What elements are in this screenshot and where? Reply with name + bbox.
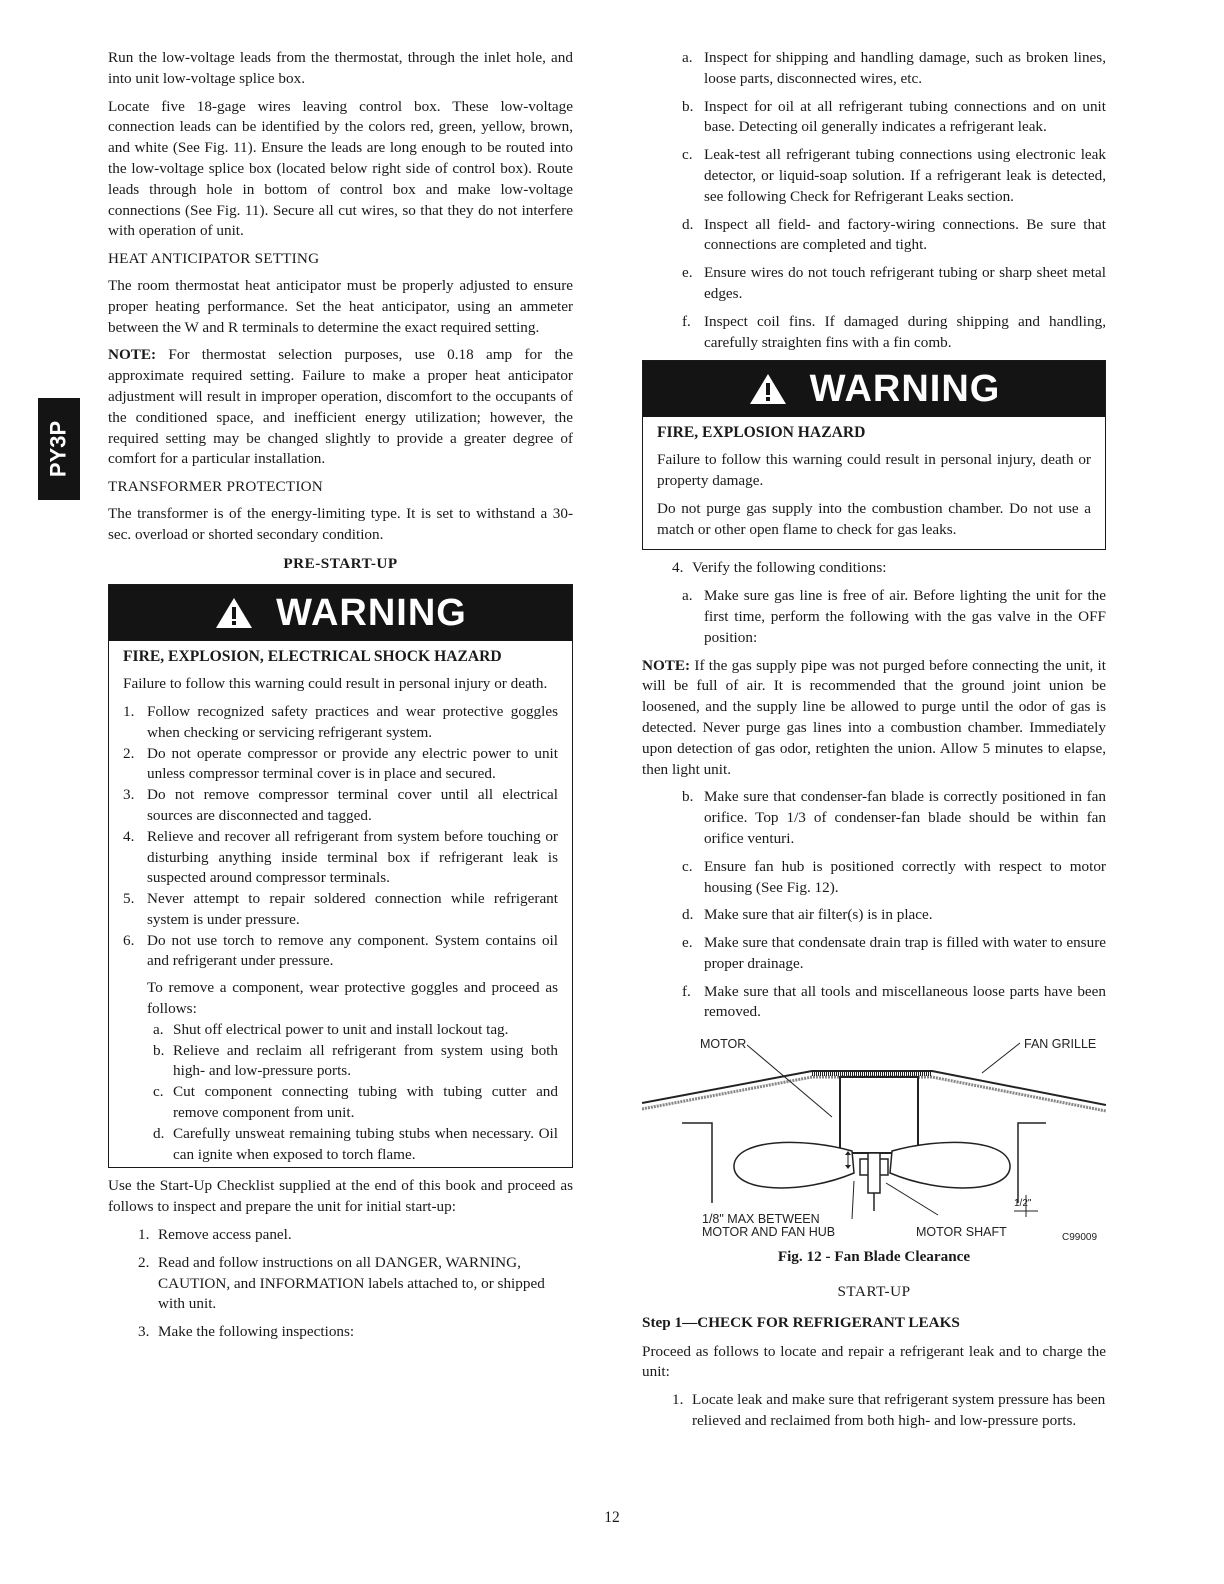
paragraph-wires: Locate five 18-gage wires leaving control box. These low-voltage connection leads can be identified by the colors red, green, yellow, brown, and white (See Fig. 11). Ensure the leads are long enough to be routed into the low-voltage splice box (located below right side of control box). Route leads through hole in bottom of control box and make low-voltage connections (See Fig. 11). Secure all cut wires, so that they do not interfere with operation of unit.	[108, 97, 573, 240]
heading-transformer: TRANSFORMER PROTECTION	[108, 478, 323, 496]
warning-intro: Failure to follow this warning could result in personal injury or death.	[123, 675, 548, 693]
warning-sublist	[123, 1020, 558, 1166]
list-item: d. Make sure that air filter(s) is in place.	[682, 906, 933, 924]
note-text: If the gas supply pipe was not purged before connecting the unit, it will be full of air. It is recommended that the ground joint union be loosened, and the supply line be allowed to purge until the odor of gas is detected. Never purge gas lines into a combustion chamber. Immediately upon detection of gas odor, retighten the union. Allow 5 minutes to elapse, then light unit.	[642, 656, 1106, 778]
hazard-title: FIRE, EXPLOSION HAZARD	[657, 424, 866, 442]
label-clearance-line2: MOTOR AND FAN HUB	[702, 1225, 836, 1240]
paragraph-step-1: Proceed as follows to locate and repair a refrigerant leak and to charge the unit:	[642, 1342, 1106, 1381]
inspection-list	[632, 48, 1106, 353]
list-item: f. Inspect coil fins. If damaged during shipping and handling, carefully straighten fins with a fin comb.	[682, 312, 1106, 351]
section-side-tab	[38, 398, 80, 500]
list-item: f. Make sure that all tools and miscellaneous loose parts have been removed.	[682, 982, 1106, 1021]
list-item: 3. Do not remove compressor terminal cover until all electrical sources are disconnected and tagged.	[123, 786, 558, 824]
paragraph-lv-leads: Run the low-voltage leads from the thermostat, through the inlet hole, and into unit low-voltage splice box.	[108, 49, 573, 87]
warning-triangle-icon	[748, 372, 788, 406]
list-item: a. Shut off electrical power to unit and install lockout tag.	[153, 1020, 509, 1038]
warning-text-1: Failure to follow this warning could result in personal injury, death or property damage.	[657, 451, 1091, 489]
list-item: 1. Locate leak and make sure that refrigerant system pressure has been relieved and reclaimed from both high- and low-pressure ports.	[672, 1391, 1106, 1430]
list-item: d. Inspect all field- and factory-wiring connections. Be sure that connections are completed and tight.	[682, 215, 1106, 254]
fan-blade-clearance-figure	[642, 1033, 1106, 1243]
list-item: e. Make sure that condensate drain trap is filled with water to ensure proper drainage.	[682, 934, 1106, 972]
warning-list	[123, 702, 558, 972]
note-text: For thermostat selection purposes, use 0.18 amp for the approximate required setting. Failure to make a proper heat anticipator adjustment will result in improper operation, discomfort to the occupants of the conditioned space, and inefficient energy utilization; however, the required setting may be changed slightly to provide a greater degree of comfort for a particular installation.	[108, 346, 573, 468]
list-item: b. Relieve and reclaim all refrigerant from system using both high- and low-pressure ports.	[153, 1041, 558, 1080]
warning-triangle-icon	[214, 596, 254, 630]
label-clearance-line1: 1/8" MAX BETWEEN	[702, 1212, 820, 1227]
side-tab-label: PY3P	[45, 420, 71, 478]
paragraph-transformer: The transformer is of the energy-limiting type. It is set to withstand a 30-sec. overload or shorted secondary condition.	[108, 504, 573, 543]
note-gas-purge	[642, 656, 1106, 781]
warning-box-electrical	[108, 584, 573, 1168]
label-motor-shaft: MOTOR SHAFT	[916, 1225, 1007, 1240]
list-item: b. Make sure that condenser-fan blade is correctly positioned in fan orifice. Top 1/3 of condenser-fan blade should be within fan orifice venturi.	[682, 788, 1106, 847]
list-item: e. Ensure wires do not touch refrigerant tubing or sharp sheet metal edges.	[682, 264, 1106, 302]
list-item: 1. Follow recognized safety practices and wear protective goggles when checking or servicing refrigerant system.	[123, 702, 558, 741]
paragraph-heat-anticipator: The room thermostat heat anticipator must be properly adjusted to ensure proper heating performance. Set the heat anticipator, using an ammeter between the W and R terminals to determine the exact required setting.	[108, 276, 573, 336]
label-fan-grille: FAN GRILLE	[1024, 1037, 1097, 1052]
figure-code: C99009	[1062, 1232, 1098, 1244]
note-label: NOTE:	[108, 346, 157, 364]
note-label: NOTE:	[642, 656, 691, 674]
left-column	[108, 48, 573, 1350]
list-item: b. Inspect for oil at all refrigerant tubing connections and on unit base. Detecting oil generally indicates a refrigerant leak.	[682, 97, 1106, 136]
verify-list-a	[632, 586, 1106, 648]
heading-step-1: Step 1—CHECK FOR REFRIGERANT LEAKS	[642, 1313, 960, 1331]
page-number: 12	[604, 1509, 620, 1526]
list-item: 3. Make the following inspections:	[138, 1323, 355, 1341]
verify-list-heading	[642, 558, 1106, 579]
label-motor: MOTOR	[700, 1037, 747, 1052]
list-item: 1. Remove access panel.	[138, 1226, 292, 1244]
warning-banner	[109, 585, 572, 641]
step-1-list	[642, 1390, 1106, 1432]
list-item: 2. Read and follow instructions on all DANGER, WARNING, CAUTION, and INFORMATION labels attached to, or shipped with unit.	[138, 1253, 545, 1313]
startup-checklist	[108, 1225, 573, 1343]
label-half-inch: 1/2"	[1014, 1198, 1032, 1210]
warning-banner-text: WARNING	[809, 367, 1001, 410]
fan-blade-diagram	[642, 1033, 1106, 1233]
warning-text-2: Do not purge gas supply into the combustion chamber. Do not use a match or other open flame to check for gas leaks.	[657, 499, 1091, 538]
hazard-title: FIRE, EXPLOSION, ELECTRICAL SHOCK HAZARD	[123, 648, 502, 666]
list-item: 6. Do not use torch to remove any component. System contains oil and refrigerant under pressure.	[123, 931, 558, 970]
figure-caption: Fig. 12 - Fan Blade Clearance	[777, 1248, 971, 1266]
list-item: c. Cut component connecting tubing with tubing cutter and remove component from unit.	[153, 1083, 558, 1122]
list-item: 4. Relieve and recover all refrigerant from system before touching or disturbing anything inside terminal box if refrigerant leak is suspected around compressor terminals.	[123, 827, 558, 887]
heading-start-up: START-UP	[837, 1283, 911, 1301]
verify-list-rest	[632, 787, 1106, 1023]
paragraph-checklist-intro: Use the Start-Up Checklist supplied at the end of this book and proceed as follows to inspect and prepare the unit for initial start-up:	[108, 1177, 573, 1216]
list-item: c. Ensure fan hub is positioned correctly with respect to motor housing (See Fig. 12).	[682, 857, 1106, 896]
list-item: 2. Do not operate compressor or provide any electric power to unit unless compressor terminal cover is in place and secured.	[123, 744, 558, 783]
right-column	[642, 48, 1106, 1439]
warning-box-gas	[642, 360, 1106, 550]
list-item: a. Make sure gas line is free of air. Before lighting the unit for the first time, perform the following with the gas valve in the OFF position:	[682, 587, 1106, 646]
heading-heat-anticipator: HEAT ANTICIPATOR SETTING	[108, 250, 320, 268]
warning-banner	[643, 361, 1105, 417]
list-item: 5. Never attempt to repair soldered connection while refrigerant system is under pressure.	[123, 890, 558, 928]
list-item: 4. Verify the following conditions:	[672, 559, 887, 577]
warning-continuation: To remove a component, wear protective goggles and proceed as follows:	[147, 979, 558, 1018]
heading-pre-start-up: PRE-START-UP	[283, 554, 398, 572]
note-thermostat	[108, 345, 573, 470]
list-item: d. Carefully unsweat remaining tubing stubs when necessary. Oil can ignite when exposed to torch flame.	[153, 1124, 558, 1163]
list-item: a. Inspect for shipping and handling damage, such as broken lines, loose parts, disconnected wires, etc.	[682, 49, 1106, 87]
warning-banner-text: WARNING	[276, 591, 467, 634]
list-item: c. Leak-test all refrigerant tubing connections using electronic leak detector, or liquid-soap solution. If a refrigerant leak is detected, see following Check for Refrigerant Leaks section.	[682, 146, 1106, 205]
